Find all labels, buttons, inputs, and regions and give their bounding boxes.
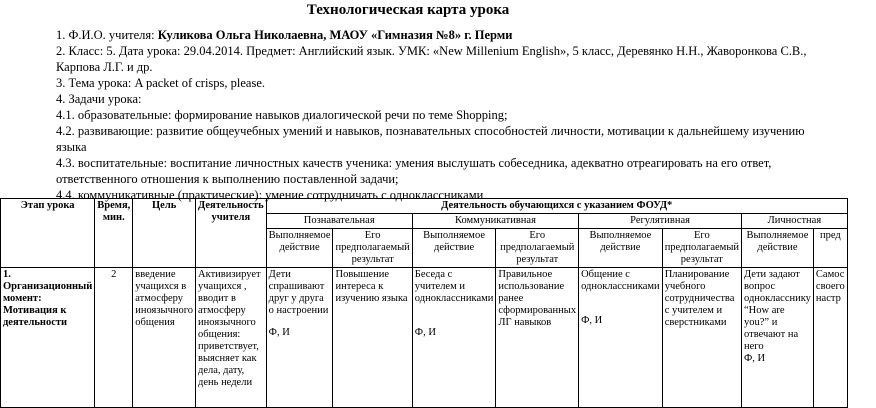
cell-communicative-action [412, 268, 496, 408]
cell-goal: введение учащихся в атмосферу иноязычного общения [133, 268, 196, 408]
subheader-action: Выполняемое действие [742, 229, 814, 268]
lesson-info [56, 27, 876, 203]
cell-forms: Ф, И [744, 353, 766, 364]
cell-stage: 1. Организационный момент: Мотивация к деятельности [1, 268, 95, 408]
subheader-action: Выполняемое действие [412, 229, 496, 268]
cell-forms: Ф, И [268, 327, 290, 338]
cell-teacher-activity: Активизирует учащихся , вводит в атмосферу иноязычного общения: приветствует, выясняет как дела, дату, день недели [196, 268, 267, 408]
page-title: Технологическая карта урока [306, 2, 510, 18]
cell-text: Дети спрашивают друг у друга о настроении [268, 269, 329, 316]
cell-text: Беседа с учителем и одноклассниками [414, 269, 494, 304]
subheader-action: Выполняемое действие [266, 229, 333, 268]
subheader-action: Выполняемое действие [579, 229, 663, 268]
teacher-line [56, 27, 876, 43]
cell-communicative-result: Правильное использование ранее сформированных ЛГ навыков [496, 268, 579, 408]
teacher-label: 1. Ф.И.О. учителя: [56, 28, 155, 42]
task-communicative: 4.4. коммуникативные (практические): умение сотрудничать с одноклассниками [56, 188, 484, 202]
cell-text: Общение с одноклассниками [581, 269, 660, 292]
lesson-table [0, 198, 848, 408]
task-developing-cont: языка [56, 140, 87, 154]
cell-time: 2 [95, 268, 133, 408]
class-line-cont: Карпова Л.Г. и др. [56, 60, 153, 74]
header-time: Время, мин. [95, 199, 133, 268]
cell-personal-result: Самос своего настр [813, 268, 847, 408]
header-teacher-activity: Деятельность учителя [196, 199, 267, 268]
header-personal: Личностная [742, 214, 848, 229]
tasks-line: 4. Задачи урока: [56, 92, 142, 106]
cell-regulatory-action [579, 268, 663, 408]
cell-forms: Ф, И [581, 315, 603, 326]
class-line: 2. Класс: 5. Дата урока: 29.04.2014. Предмет: Английский язык. УМК: «New Millenium English», 5 класс, Деревянко Н.Н., Жаворонкова С.В., [56, 44, 807, 58]
task-upbringing: 4.3. воспитательные: воспитание личностных качеств ученика: умения выслушать собеседника, адекватно отреагировать на его ответ, [56, 156, 772, 170]
cell-personal-action [742, 268, 814, 408]
task-upbringing-cont: ответственного отношения к выполнению поставленной задачи; [56, 172, 399, 186]
task-developing: 4.2. развивающие: развитие общеучебных умений и навыков, познавательных способностей личности, мотивации к дальнейшему изучению [56, 124, 805, 138]
teacher-value: Куликова Ольга Николаевна, МАОУ «Гимназия №8» г. Перми [157, 28, 513, 42]
subheader-result: Его предполагаемый результат [662, 229, 741, 268]
header-cognitive: Познавательная [266, 214, 412, 229]
cell-forms: Ф, И [414, 327, 436, 338]
header-students-activity: Деятельность обучающихся с указанием ФОУД* [266, 199, 847, 214]
header-goal: Цель [133, 199, 196, 268]
cell-cognitive-action [266, 268, 333, 408]
subheader-result: Его предполагаемый результат [496, 229, 579, 268]
subheader-result-cut: пред [813, 229, 847, 268]
header-stage: Этап урока [1, 199, 95, 268]
header-regulatory: Регулятивная [579, 214, 742, 229]
cell-text: Дети задают вопрос однокласснику “How are you?” и отвечают на него [744, 269, 811, 352]
table-row [1, 268, 848, 408]
topic-line: 3. Тема урока: A packet of crisps, please. [56, 76, 265, 90]
cell-cognitive-result: Повышение интереса к изучению языка [333, 268, 412, 408]
task-educational: 4.1. образовательные: формирование навыков диалогической речи по теме Shopping; [56, 108, 508, 122]
header-communicative: Коммуникативная [412, 214, 578, 229]
subheader-result: Его предполагаемый результат [333, 229, 412, 268]
cell-regulatory-result: Планирование учебного сотрудничества с учителем и сверстниками [662, 268, 741, 408]
